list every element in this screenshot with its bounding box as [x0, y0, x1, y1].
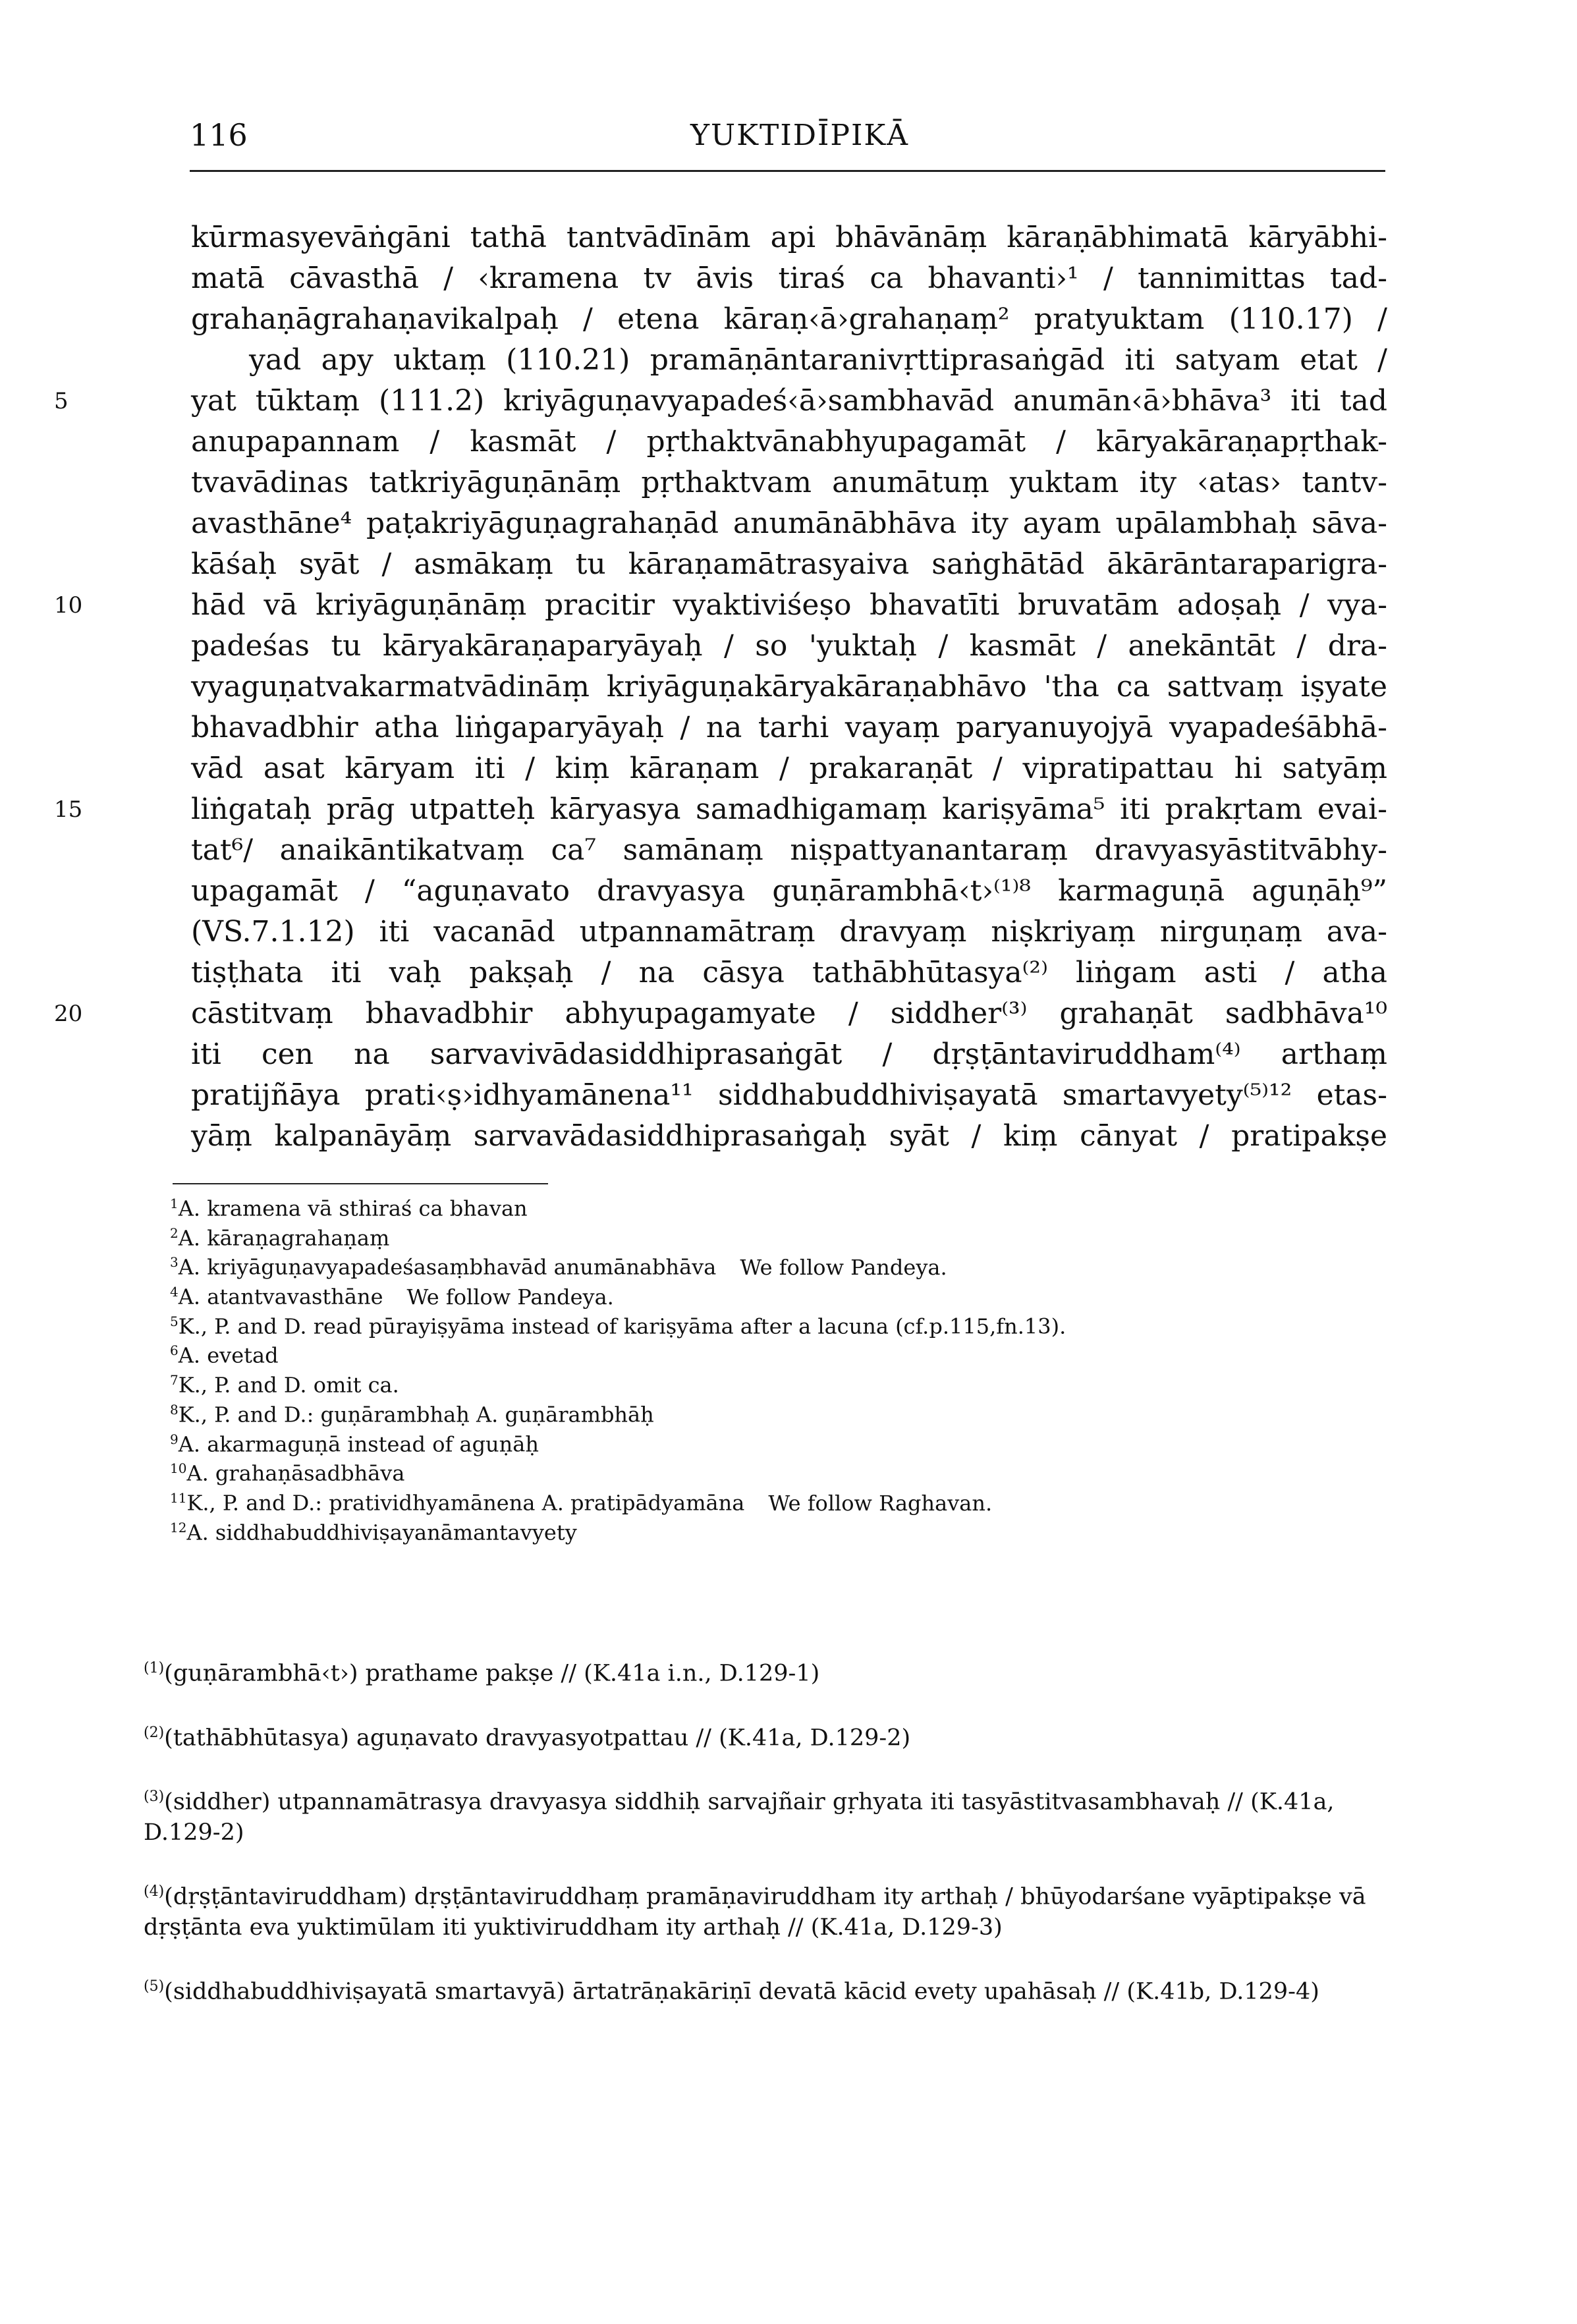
footnote: [170, 1513, 1356, 1543]
footnote-text: A. kramena vā sthiraś ca bhavan: [178, 1196, 528, 1221]
text-line: [191, 422, 1387, 462]
footnote: [170, 1425, 1356, 1457]
footnote-remark: We follow Pandeya.: [740, 1255, 947, 1281]
line-text: padeśas tu kāryakāraṇaparyāyaḥ / so 'yuktaḥ / kasmāt / anekāntāt / dra-: [191, 629, 1387, 663]
commentary-note: [144, 1653, 1389, 1689]
footnote-text: K., P. and D. omit ca.: [178, 1372, 399, 1398]
note-text: (dṛṣṭāntaviruddham) dṛṣṭāntaviruddhaṃ pramāṇaviruddham ity arthaḥ / bhūyodarśane vyāptipakṣe vā dṛṣṭānta eva yuktimūlam iti yuktiviruddham ity arthaḥ // (K.41a, D.129-3): [144, 1883, 1366, 1941]
note-text: (tathābhūtasya) aguṇavato dravyasyotpattau // (K.41a, D.129-2): [164, 1725, 911, 1752]
footnote-remark: We follow Raghavan.: [768, 1490, 993, 1516]
footnote: [170, 1277, 1356, 1310]
text-line: [191, 1075, 1387, 1116]
note-mark: (3): [144, 1788, 165, 1806]
text-line: [54, 585, 1387, 626]
text-line: [191, 830, 1387, 871]
note-mark: (5): [144, 1978, 165, 1995]
footnote-mark: 7: [170, 1372, 179, 1389]
text-line: [54, 993, 1387, 1034]
footnote: [170, 1366, 1356, 1398]
text-line: [54, 789, 1387, 830]
commentary-note: [144, 1718, 1389, 1754]
line-text: yat tūktaṃ (111.2) kriyāguṇavyapadeś‹ā›sambhavād anumān‹ā›bhāva³ iti tad: [191, 384, 1387, 418]
page-number: 116: [190, 117, 248, 153]
line-text: bhavadbhir atha liṅgaparyāyaḥ / na tarhi vayaṃ paryanuyojyā vyapadeśābhā-: [191, 711, 1387, 744]
text-line: [191, 871, 1387, 912]
running-title: YUKTIDĪPIKĀ: [690, 119, 910, 152]
footnote-text: A. kriyāguṇavyapadeśasaṃbhavād anumānabhāva: [178, 1255, 717, 1281]
text-line: [191, 1116, 1387, 1157]
page-header: [190, 117, 1385, 172]
line-text: iti cen na sarvavivādasiddhiprasaṅgāt / dṛṣṭāntaviruddham⁽⁴⁾ arthaṃ: [191, 1038, 1387, 1071]
footnote-mark: 11: [170, 1489, 187, 1506]
footnote-text: A. evetad: [178, 1343, 279, 1369]
footnote-mark: 2: [170, 1225, 179, 1241]
text-line: [191, 667, 1387, 707]
line-text: kāśaḥ syāt / asmākaṃ tu kāraṇamātrasyaiva saṅghātād ākārāntaraparigra-: [191, 547, 1387, 581]
footnote-rule: [173, 1183, 548, 1184]
line-text: (VS.7.1.12) iti vacanād utpannamātraṃ dravyaṃ niṣkriyaṃ nirguṇaṃ ava-: [191, 915, 1387, 949]
text-line: [191, 1034, 1387, 1075]
footnote-mark: 8: [170, 1401, 179, 1418]
footnote-mark: 9: [170, 1431, 179, 1447]
line-number: 10: [54, 592, 83, 619]
commentary-note: [144, 1972, 1389, 2007]
footnote: [170, 1395, 1356, 1425]
note-mark: (4): [144, 1883, 165, 1900]
line-text: anupapannam / kasmāt / pṛthaktvānabhyupagamāt / kāryakāraṇapṛthak-: [191, 425, 1387, 458]
line-text: tvavādinas tatkriyāguṇānāṃ pṛthaktvam anumātuṃ yuktam ity ‹atas› tantv-: [191, 466, 1387, 499]
line-text: liṅgataḥ prāg utpatteḥ kāryasya samadhigamaṃ kariṣyāma⁵ iti prakṛtam evai-: [191, 792, 1387, 826]
line-text: matā cāvasthā / ‹kramena tv āvis tiraś ca bhavanti›¹ / tannimittas tad-: [191, 262, 1387, 295]
footnote-text: A. siddhabuddhiviṣayanāmantavyety: [186, 1520, 577, 1545]
text-line: [54, 381, 1387, 422]
text-line: [191, 912, 1387, 953]
text-line: [191, 299, 1387, 340]
line-text: tiṣṭhata iti vaḥ pakṣaḥ / na cāsya tathābhūtasya⁽²⁾ liṅgam asti / atha: [191, 956, 1387, 989]
line-text: tat⁶/ anaikāntikatvaṃ ca⁷ samānaṃ niṣpattyanantaraṃ dravyasyāstitvābhy-: [191, 833, 1387, 867]
line-number: 5: [54, 388, 69, 414]
text-line: [191, 544, 1387, 585]
line-text: kūrmasyevāṅgāni tathā tantvādīnām api bhāvānāṃ kāraṇābhimatā kāryābhi-: [191, 221, 1387, 254]
footnote: [170, 1336, 1356, 1369]
main-text: [54, 217, 1387, 1157]
text-line: [191, 953, 1387, 993]
commentary-note: [144, 1877, 1389, 1943]
line-text: avasthāne⁴ paṭakriyāguṇagrahaṇād anumānābhāva ity ayam upālambhaḥ sāva-: [191, 507, 1387, 540]
note-mark: (1): [144, 1660, 165, 1676]
footnote-mark: 10: [170, 1460, 187, 1477]
line-text: upagamāt / “aguṇavato dravyasya guṇārambhā‹t›⁽¹⁾⁸ karmaguṇā aguṇāḥ⁹”: [191, 874, 1387, 908]
note-text: (siddher) utpannamātrasya dravyasya siddhiḥ sarvajñair gṛhyata iti tasyāstitvasambhavaḥ // (K.41a, D.129-2): [144, 1788, 1335, 1846]
text-line: [191, 626, 1387, 667]
footnotes: [170, 1189, 1356, 1545]
footnote-mark: 1: [170, 1196, 179, 1211]
footnote: [170, 1248, 1356, 1281]
line-number: 20: [54, 1001, 83, 1027]
footnote-text: A. atantvavasthāne: [178, 1284, 383, 1310]
text-line: [191, 748, 1387, 789]
footnote: [170, 1219, 1356, 1251]
footnote: [170, 1189, 1356, 1219]
text-line: [191, 462, 1387, 503]
footnote-text: A. akarmaguṇā instead of aguṇāḥ: [178, 1431, 539, 1457]
footnote: [170, 1307, 1356, 1337]
footnote-mark: 5: [170, 1313, 179, 1329]
line-text: yāṃ kalpanāyāṃ sarvavādasiddhiprasaṅgaḥ syāt / kiṃ cānyat / pratipakṣe: [191, 1119, 1387, 1153]
line-text: vād asat kāryam iti / kiṃ kāraṇam / prakaraṇāt / vipratipattau hi satyāṃ: [191, 752, 1387, 785]
note-mark: (2): [144, 1724, 165, 1741]
line-number: 15: [54, 796, 83, 823]
footnote-mark: 12: [170, 1519, 187, 1536]
text-line: [191, 258, 1387, 299]
footnote-text: A. grahaṇāsadbhāva: [186, 1460, 405, 1486]
line-text: cāstitvaṃ bhavadbhir abhyupagamyate / siddher⁽³⁾ grahaṇāt sadbhāva¹⁰: [191, 997, 1387, 1030]
text-line: [191, 340, 1387, 381]
footnote-text: K., P. and D. read pūrayiṣyāma instead of kariṣyāma after a lacuna (cf.p.115,fn.13).: [178, 1314, 1066, 1339]
commentary-note: [144, 1782, 1389, 1848]
text-line: [191, 217, 1387, 258]
note-text: (siddhabuddhiviṣayatā smartavyā) ārtatrāṇakāriṇī devatā kācid evety upahāsaḥ // (K.41b, D.129-4): [164, 1978, 1319, 2005]
footnote-text: K., P. and D.: pratividhyamānena A. pratipādyamāna: [186, 1490, 745, 1516]
footnote-mark: 4: [170, 1284, 179, 1300]
text-line: [191, 707, 1387, 748]
line-text: grahaṇāgrahaṇavikalpaḥ / etena kāraṇ‹ā›grahaṇaṃ² pratyuktam (110.17) /: [191, 302, 1387, 336]
line-text: hād vā kriyāguṇānāṃ pracitir vyaktiviśeṣo bhavatīti bruvatām adoṣaḥ / vya-: [191, 588, 1387, 622]
footnote-text: K., P. and D.: guṇārambhaḥ A. guṇārambhāḥ: [178, 1402, 654, 1427]
line-text: pratijñāya prati‹ṣ›idhyamānena¹¹ siddhabuddhiviṣayatā smartavyety⁽⁵⁾¹² etas-: [191, 1078, 1387, 1112]
footnote: [170, 1454, 1356, 1486]
footnote-text: A. kāraṇagrahaṇaṃ: [178, 1225, 390, 1251]
note-text: (guṇārambhā‹t›) prathame pakṣe // (K.41a i.n., D.129-1): [164, 1660, 820, 1687]
line-text: vyaguṇatvakarmatvādināṃ kriyāguṇakāryakāraṇabhāvo 'tha ca sattvaṃ iṣyate: [191, 670, 1387, 704]
line-text: yad apy uktaṃ (110.21) pramāṇāntaranivṛttiprasaṅgād iti satyam etat /: [249, 343, 1387, 377]
commentary-notes: [144, 1653, 1389, 2035]
footnote: [170, 1483, 1356, 1516]
footnote-mark: 6: [170, 1342, 179, 1359]
footnote-mark: 3: [170, 1254, 179, 1271]
text-line: [191, 503, 1387, 544]
footnote-remark: We follow Pandeya.: [406, 1284, 614, 1310]
